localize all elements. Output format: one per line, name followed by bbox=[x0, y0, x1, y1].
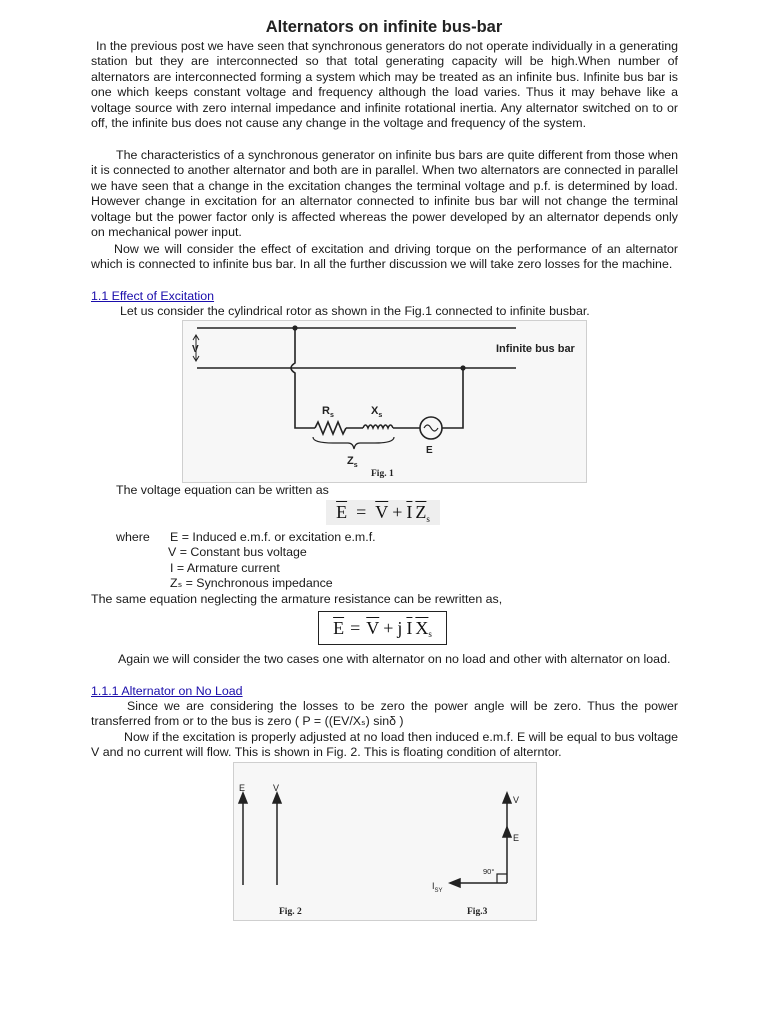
definition-zs: Zₛ = Synchronous impedance bbox=[170, 576, 333, 590]
definition-i: I = Armature current bbox=[170, 561, 280, 575]
definition-v: V = Constant bus voltage bbox=[168, 545, 307, 559]
junction-dot-bottom bbox=[460, 365, 465, 370]
alternator-sine-glyph bbox=[424, 425, 438, 431]
fig3-e-label: E bbox=[513, 833, 520, 843]
paragraph-zero-losses: Since we are considering the losses to be zero the power angle will be zero. Thus the power transferred from or to the bus is zero ( P = ((EV/Xₛ) sinδ ) bbox=[91, 699, 678, 729]
paragraph-floating-condition: Now if the excitation is properly adjusted at no load then induced e.m.f. E will be equal to bus voltage V and no current will flow. This is shown in Fig. 2. This is floating condition of alterntor. bbox=[91, 730, 678, 760]
paragraph-cylindrical-rotor: Let us consider the cylindrical rotor as shown in the Fig.1 connected to infinite busbar. bbox=[120, 304, 590, 318]
equation-1: $\overline{E}$ = $\overline{V}$ + $\overline{I}$ $\overline{Z}$ s bbox=[326, 500, 440, 525]
paragraph-two-cases: Again we will consider the two cases one with alternator on no load and other with alternator on load. bbox=[118, 652, 671, 666]
fig2-e-phasor-arrowhead bbox=[239, 793, 247, 803]
where-label: where bbox=[116, 530, 150, 544]
figure-2-3-phasor-diagram bbox=[234, 763, 536, 909]
fig2-v-label: V bbox=[273, 783, 280, 793]
inductor-xs-symbol bbox=[363, 425, 393, 428]
fig1-bus-label: Infinite bus bar bbox=[496, 343, 575, 355]
paragraph-intro: In the previous post we have seen that synchronous generators do not operate individually in a generating station but they are interconnected so that total generating capacity will be high.When number of alternators are interconnected forming a system which may be treated as an infinite bus. Infinite bus bar is one which keeps constant voltage and frequency although the load varies. Thus it may behave like a voltage source with zero internal impedance and infinite rotational inertia. Any alternator switched on to or off, the infinite bus does not cause any change in the voltage and frequency of the system. bbox=[91, 39, 678, 131]
paragraph-neglecting-resistance: The same equation neglecting the armature resistance can be rewritten as, bbox=[91, 592, 503, 606]
fig1-v-label: V bbox=[192, 344, 199, 355]
junction-dot-top bbox=[292, 325, 297, 330]
fig1-rs-label: $R_s$ bbox=[322, 405, 334, 419]
figure-2-3-panel bbox=[233, 762, 537, 921]
fig3-v-phasor-arrowhead bbox=[503, 793, 511, 803]
fig2-v-phasor-arrowhead bbox=[273, 793, 281, 803]
fig2-e-label: E bbox=[239, 783, 246, 793]
fig1-xs-label: $X_s$ bbox=[371, 405, 383, 419]
definition-e: E = Induced e.m.f. or excitation e.m.f. bbox=[170, 530, 376, 544]
fig3-e-phasor-arrowhead bbox=[503, 827, 511, 837]
paragraph-effect-of-excitation: Now we will consider the effect of excitation and driving torque on the performance of an alternator which is connected to infinite bus bar. In all the further discussion we will take zero losses for the machine. bbox=[91, 242, 678, 272]
fig3-right-angle-marker bbox=[497, 874, 507, 883]
section-link-no-load[interactable]: 1.1.1 Alternator on No Load bbox=[91, 684, 243, 698]
fig3-angle-label: 90° bbox=[483, 867, 495, 876]
fig1-zs-label: $Z_s$ bbox=[347, 455, 358, 469]
fig3-v-label: V bbox=[513, 795, 520, 805]
fig3-isy-label: $I_{SY}$ bbox=[432, 881, 443, 894]
figure-2-caption: Fig. 2 bbox=[279, 907, 302, 917]
page-title: Alternators on infinite bus-bar bbox=[265, 18, 503, 36]
fig1-e-label: E bbox=[426, 445, 433, 456]
figure-1-panel bbox=[182, 320, 587, 483]
source-to-bus-wire bbox=[442, 368, 463, 428]
equation-2: $\overline{E}$ = $\overline{V}$ + j $\overline{I}$ $\overline{X}$ s bbox=[318, 611, 447, 645]
impedance-brace bbox=[313, 437, 394, 449]
section-link-effect-of-excitation[interactable]: 1.1 Effect of Excitation bbox=[91, 289, 215, 303]
fig3-isy-phasor-arrowhead bbox=[450, 879, 460, 887]
paragraph-characteristics: The characteristics of a synchronous generator on infinite bus bars are quite different from those when it is connected to another alternator and both are in parallel. When two alternators are connected in parallel we have seen that a change in the excitation changes the terminal voltage and p.f. is determined by load. However change in excitation for an alternator connected to infinite bus bar will not change the terminal voltage but the power factor only is affected whereas the power developed by an alternator depends only on mechanical power input. bbox=[91, 148, 678, 240]
figure-1-circuit-diagram bbox=[183, 321, 586, 471]
resistor-rs-symbol bbox=[315, 422, 346, 434]
figure-3-caption: Fig.3 bbox=[467, 907, 488, 917]
paragraph-voltage-equation: The voltage equation can be written as bbox=[116, 483, 329, 497]
figure-1-caption: Fig. 1 bbox=[371, 469, 394, 479]
lead-to-resistor bbox=[291, 328, 315, 428]
